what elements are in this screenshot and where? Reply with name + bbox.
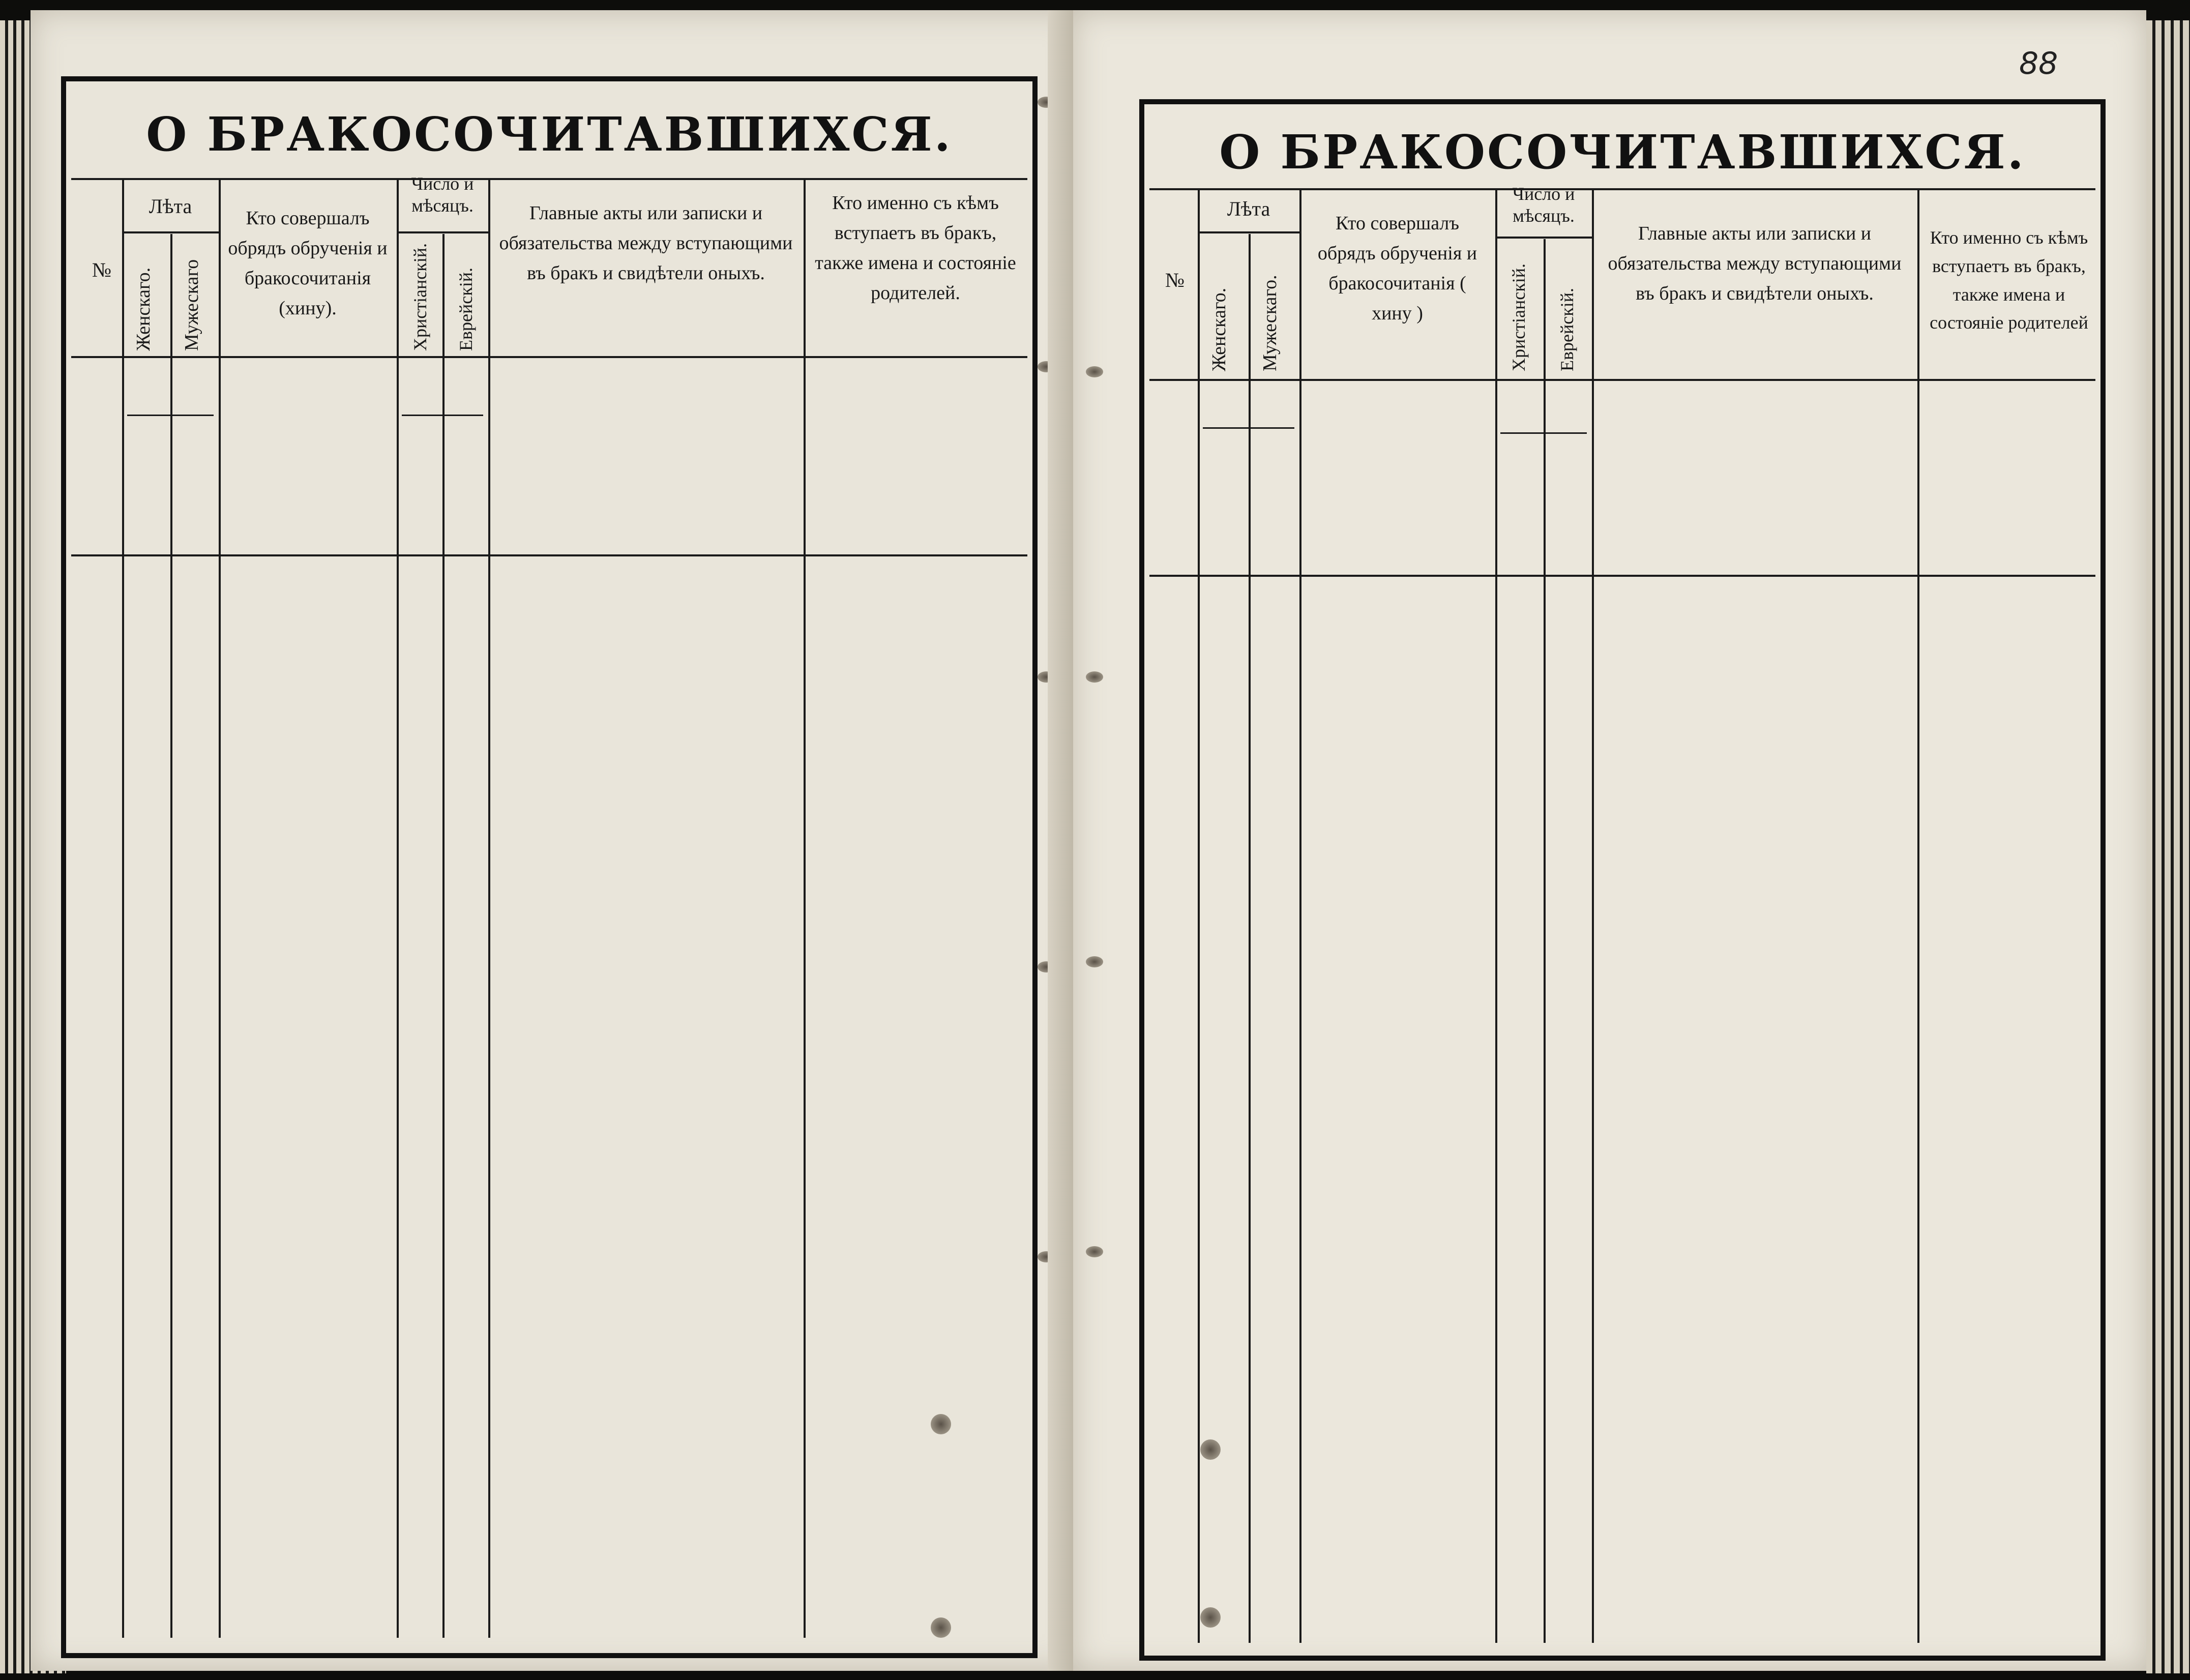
binding-hole (931, 1617, 951, 1638)
right-header-bottom-rule (1149, 379, 2095, 381)
left-male-header: Мужескаго (181, 259, 202, 351)
binding-hole (931, 1414, 951, 1434)
left-page (31, 10, 1078, 1671)
right-female-header: Женскаго. (1208, 287, 1230, 371)
right-col-divider-7 (1917, 188, 1919, 1643)
binding-hole (1086, 956, 1103, 967)
binding-hole (1086, 366, 1103, 377)
left-col-divider-7 (804, 178, 806, 1638)
binding-hole (1086, 671, 1103, 683)
left-col-divider-6 (488, 178, 490, 1638)
left-acts-header: Главные акты или записки и обязательства между вступающими въ бракъ и свидѣтели оныхъ. (499, 202, 793, 284)
left-female-header: Женскаго. (133, 267, 154, 351)
right-col-divider-5 (1544, 239, 1546, 1643)
right-age-subrule (1198, 231, 1299, 233)
right-col-divider-6 (1592, 188, 1594, 1643)
left-christian-header: Христіанскій. (410, 243, 430, 351)
left-number-header: № (92, 258, 112, 281)
right-col-divider-2 (1249, 234, 1251, 1643)
right-christian-header: Христіанскій. (1508, 263, 1529, 371)
right-date-subrule (1495, 237, 1592, 239)
right-number-header: № (1165, 269, 1185, 291)
left-col-divider-3 (219, 178, 221, 1638)
left-page-border (61, 76, 1038, 1658)
right-header-top-rule (1149, 188, 2095, 190)
left-who-header: Кто именно съ кѣмъ вступаетъ въ бракъ, также имена и состояніе родителей. (815, 192, 1016, 304)
left-col-divider-2 (170, 234, 172, 1638)
binding-hole (1086, 1246, 1103, 1257)
left-age-header: Лѣта (149, 195, 192, 218)
right-col-divider-4 (1495, 188, 1497, 1643)
right-date-header: Число и мѣсяцъ. (1512, 184, 1575, 226)
left-col-divider-1 (122, 178, 124, 1638)
right-page-edge (2146, 20, 2190, 1673)
right-acts-header: Главные акты или записки и обязательства между вступающими въ бракъ и свидѣтели оныхъ. (1608, 223, 1902, 304)
left-date-subrule (397, 231, 488, 233)
page-number: 88 (2019, 46, 2058, 81)
left-header-top-rule (71, 178, 1027, 180)
left-page-title: О БРАКОСОЧИТАВШИХСЯ. (146, 107, 953, 162)
left-jewish-header: Еврейскій. (456, 268, 476, 351)
right-who-header: Кто именно съ кѣмъ вступаетъ въ бракъ, также имена и состояніе родителей (1930, 227, 2088, 333)
right-officiant-header: Кто совершалъ обрядъ обрученія и бракосочитанія ( хину ) (1317, 213, 1477, 324)
right-date-dash (1500, 432, 1587, 434)
left-age-subrule (122, 231, 219, 233)
left-header-bottom-rule (71, 356, 1027, 358)
left-date-dash (402, 415, 483, 416)
left-date-header: Число и мѣсяцъ. (411, 173, 474, 216)
right-age-header: Лѣта (1227, 197, 1270, 220)
left-col-divider-4 (397, 178, 399, 1638)
right-page (1073, 10, 2146, 1671)
binding-hole (1200, 1607, 1221, 1628)
binding-hole (1200, 1439, 1221, 1460)
left-first-row-rule (71, 554, 1027, 556)
right-male-header: Мужескаго. (1259, 275, 1281, 371)
left-age-dash (127, 415, 214, 416)
right-col-divider-1 (1198, 188, 1200, 1643)
right-age-dash (1203, 427, 1294, 429)
left-officiant-header: Кто совершалъ обрядъ обрученія и бракосочитанія (хину). (228, 208, 388, 319)
right-col-divider-3 (1299, 188, 1301, 1643)
left-col-divider-5 (442, 234, 445, 1638)
right-jewish-header: Еврейскій. (1557, 288, 1577, 371)
right-page-title: О БРАКОСОЧИТАВШИХСЯ. (1219, 125, 2026, 180)
right-first-row-rule (1149, 575, 2095, 577)
